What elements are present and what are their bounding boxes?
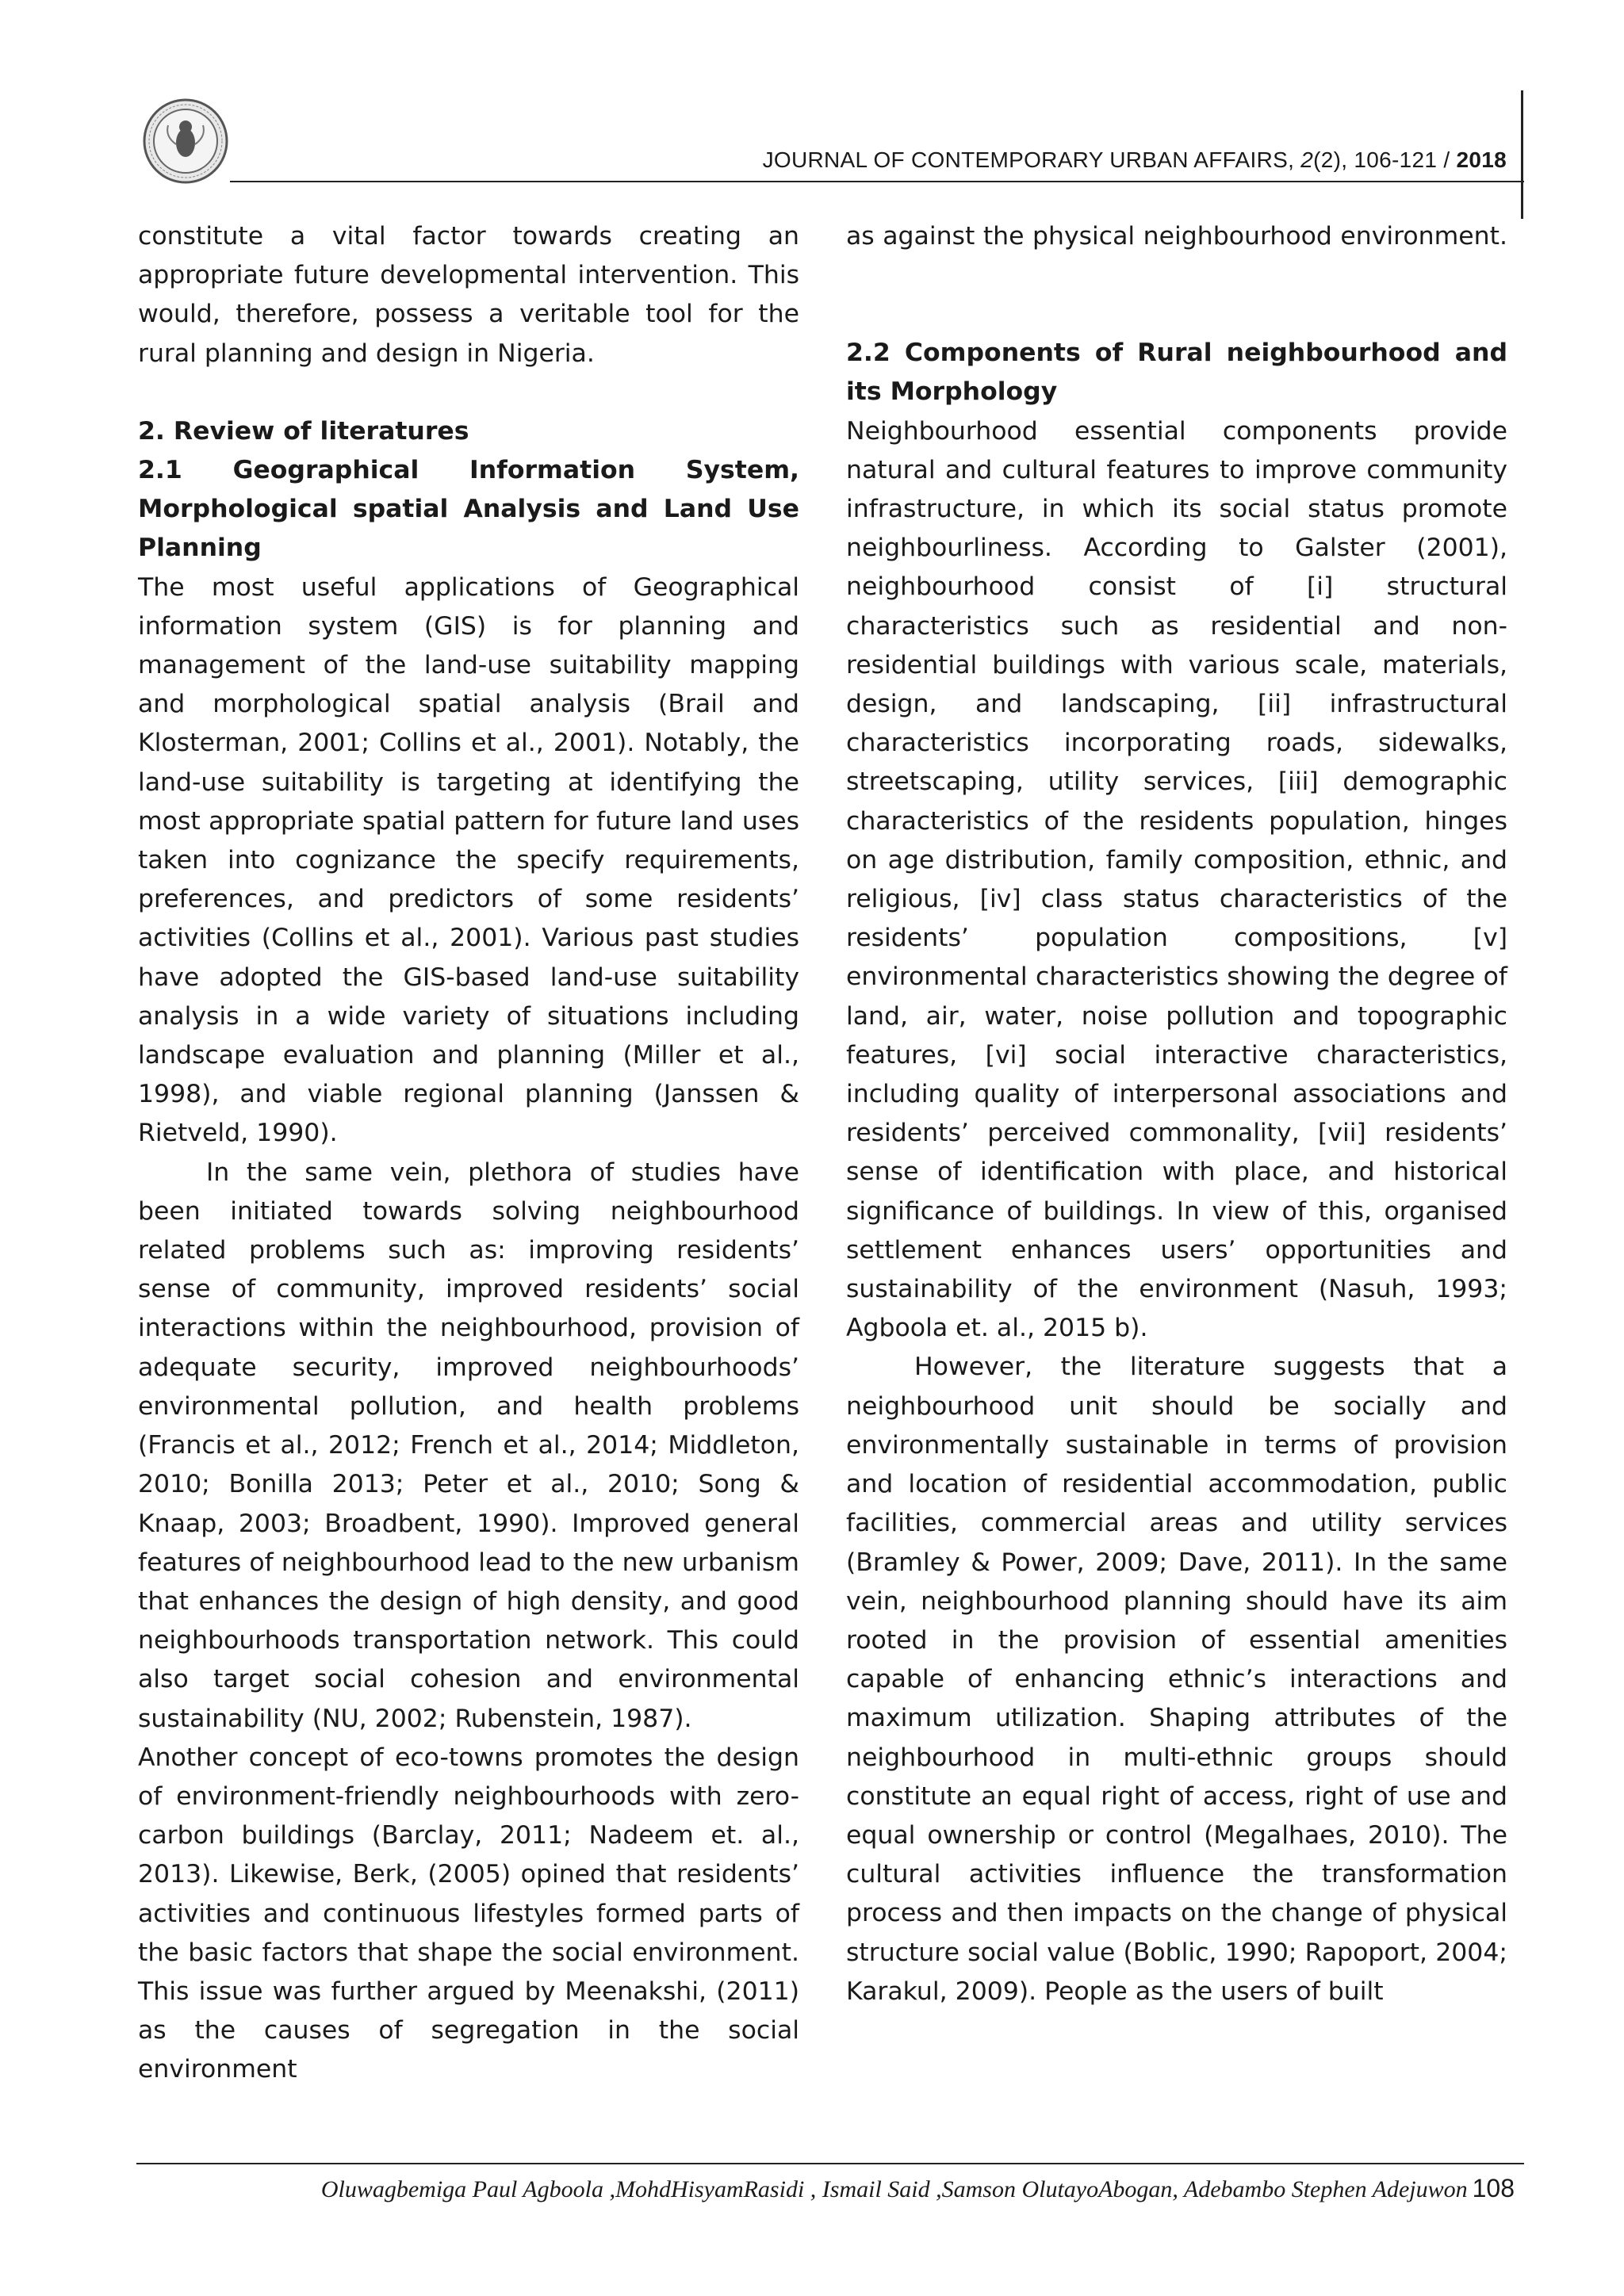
footer-authors: Oluwagbemiga Paul Agboola ,MohdHisyamRasidi , Ismail Said ,Samson OlutayoAbogan, Adebambo Stephen Adejuwon: [320, 2176, 1468, 2202]
subsection-heading: 2.2 Components of Rural neighbourhood and its Morphology: [846, 339, 1507, 407]
journal-name: JOURNAL OF CONTEMPORARY URBAN AFFAIRS,: [762, 147, 1301, 172]
left-column: [138, 217, 799, 2090]
paragraph: as against the physical neighbourhood environment.: [846, 222, 1507, 251]
paragraph: In the same vein, plethora of studies have been initiated towards solving neighbourhood related problems such as: improving residents’ sense of community, improved residents’ social interactions within the neighbourhood, provision of adequate security, improved neighbourhoods’ environmental pollution, and health problems (Francis et al., 2012; French et al., 2014; Middleton, 2010; Bonilla 2013; Peter et al., 2010; Song & Knaap, 2003; Broadbent, 1990). Improved general features of neighbourhood lead to the new urbanism that enhances the design of high density, and good neighbourhoods transportation network. This could also target social cohesion and environmental sustainability (NU, 2002; Rubenstein, 1987).: [138, 1158, 799, 1733]
journal-volume: 2: [1300, 147, 1314, 172]
header-rule: [230, 181, 1524, 182]
spacer: [138, 373, 799, 412]
journal-year: 2018: [1456, 147, 1507, 172]
spacer: [846, 295, 1507, 334]
journal-running-header: [763, 147, 1507, 173]
paragraph: However, the literature suggests that a neighbourhood unit should be socially and environmentally sustainable in terms of provision and location of residential accommodation, public facilities, commercial areas and utility services (Bramley & Power, 2009; Dave, 2011). In the same vein, neighbourhood planning should have its aim rooted in the provision of essential amenities capable of enhancing ethnic’s interactions and maximum utilization. Shaping attributes of the neighbourhood in multi-ethnic groups should constitute an equal right of access, right of use and equal ownership or control (Megalhaes, 2010). The cultural activities influence the transformation process and then impacts on the change of physical structure social value (Boblic, 1990; Rapoport, 2004; Karakul, 2009). People as the users of built: [846, 1353, 1507, 2006]
subsection-heading: 2.1 Geographical Information System, Morphological spatial Analysis and Land Use Planning: [138, 456, 799, 563]
spacer: [846, 256, 1507, 295]
paragraph: constitute a vital factor towards creating an appropriate future developmental intervention. This would, therefore, possess a veritable tool for the rural planning and design in Nigeria.: [138, 222, 799, 368]
section-heading: 2. Review of literatures: [138, 416, 469, 446]
page-number: 108: [1472, 2174, 1515, 2202]
paragraph: The most useful applications of Geographical information system (GIS) is for planning and management of the land-use suitability mapping and morphological spatial analysis (Brail and Klosterman, 2001; Collins et al., 2001). Notably, the land-use suitability is targeting at identifying the most appropriate spatial pattern for future land uses taken into cognizance the specify requirements, preferences, and predictors of some residents’ activities (Collins et al., 2001). Various past studies have adopted the GIS-based land-use suitability analysis in a wide variety of situations including landscape evaluation and planning (Miller et al., 1998), and viable regional planning (Janssen & Rietveld, 1990).: [138, 572, 799, 1148]
header-vertical-rule: [1521, 90, 1523, 219]
paragraph: Neighbourhood essential components provide natural and cultural features to improve community infrastructure, in which its social status promote neighbourliness. According to Galster (2001), neighbourhood consist of [i] structural characteristics such as residential and non-residential buildings with various scale, materials, design, and landscaping, [ii] infrastructural characteristics incorporating roads, sidewalks, streetscaping, utility services, [iii] demographic characteristics of the residents population, hinges on age distribution, family composition, ethnic, and religious, [iv] class status characteristics of the residents’ population compositions, [v] environmental characteristics showing the degree of land, air, water, noise pollution and topographic features, [vi] social interactive characteristics, including quality of interpersonal associations and residents’ perceived commonality, [vii] residents’ sense of identification with place, and historical significance of buildings. In view of this, organised settlement enhances users’ opportunities and sustainability of the environment (Nasuh, 1993; Agboola et. al., 2015 b).: [846, 416, 1507, 1343]
paragraph: Another concept of eco-towns promotes the design of environment-friendly neighbourhoods with zero-carbon buildings (Barclay, 2011; Nadeem et. al., 2013). Likewise, Berk, (2005) opined that residents’ activities and continuous lifestyles formed parts of the basic factors that shape the social environment. This issue was further argued by Meenakshi, (2011) as the causes of segregation in the social environment: [138, 1743, 799, 2084]
footer-rule: [136, 2163, 1524, 2164]
page-footer: [321, 2174, 1515, 2203]
journal-issue-pages: (2), 106-121 /: [1313, 147, 1457, 172]
journal-seal-logo: [141, 97, 230, 186]
right-column: [846, 217, 1507, 2011]
